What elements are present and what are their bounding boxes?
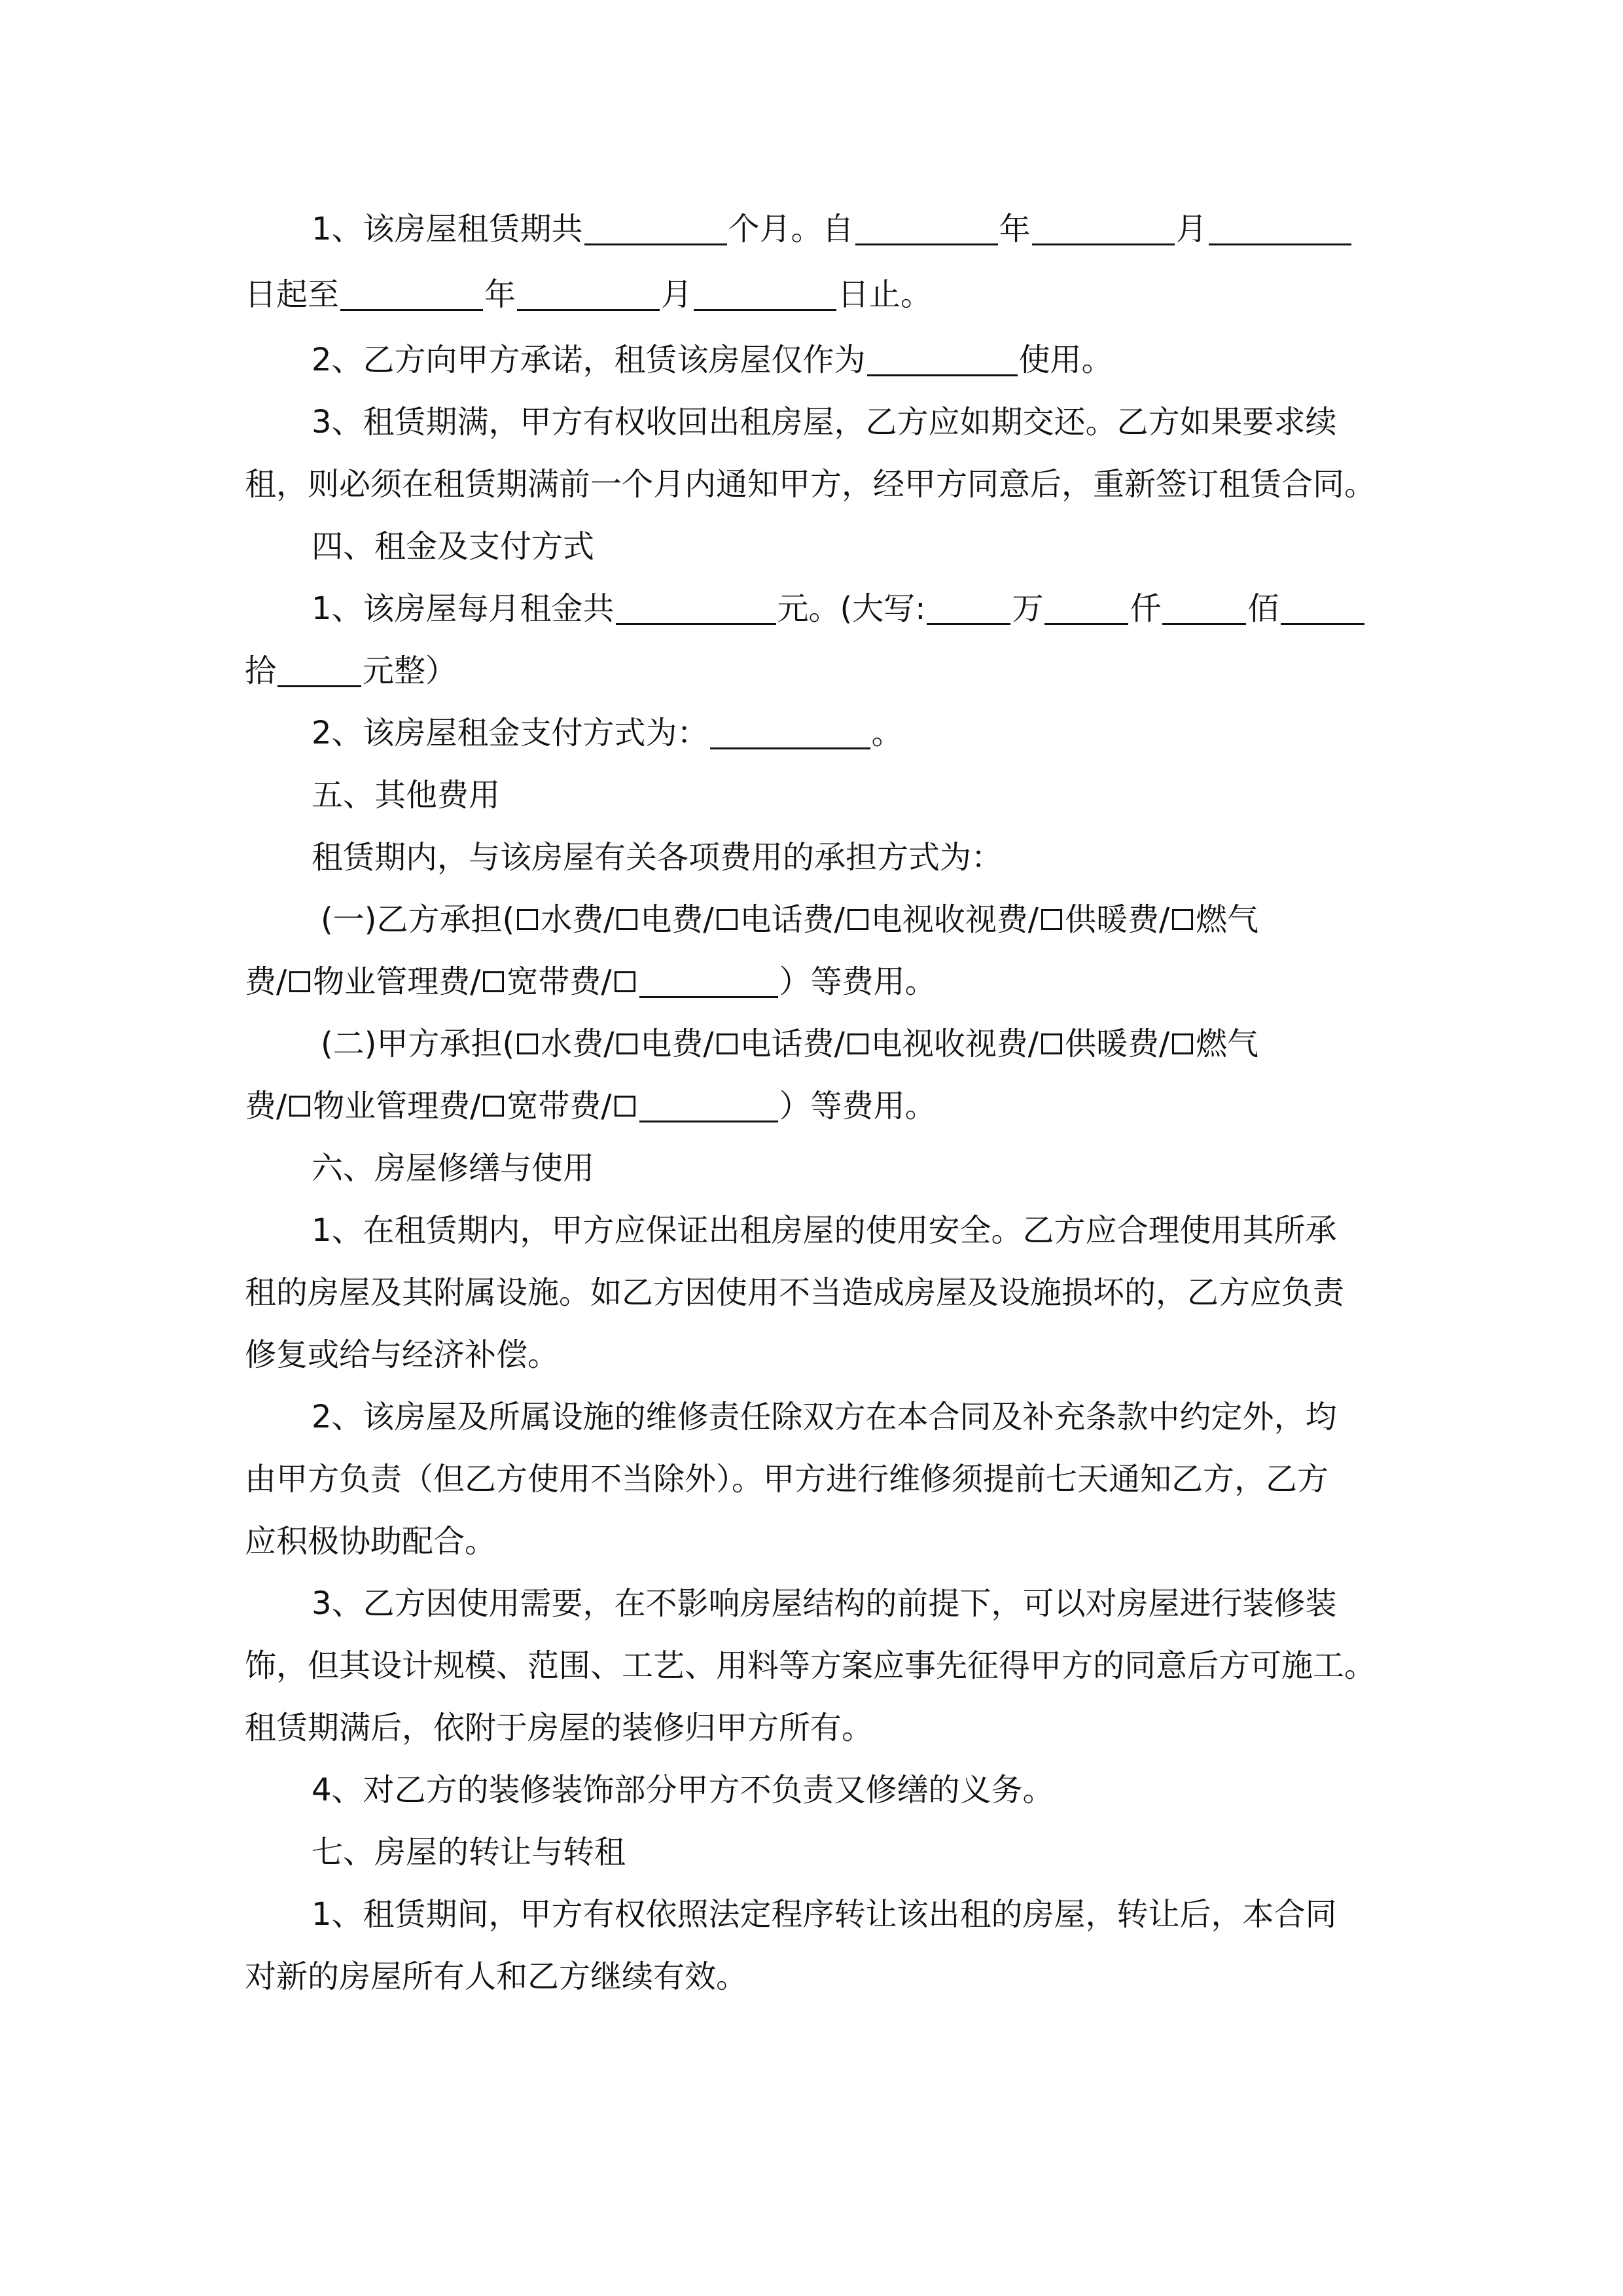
maintenance-line-3 — [245, 1509, 496, 1574]
end-day-label: 日止。 — [838, 276, 933, 313]
fees-intro-line — [312, 825, 1003, 890]
landlord-phone-label: 电话费/ — [740, 1026, 845, 1062]
landlord-broadband-label: 宽带费/ — [507, 1088, 612, 1124]
end-day-blank[interactable] — [694, 279, 836, 311]
tenant-water-checkbox[interactable] — [517, 909, 538, 930]
rent-wan-blank[interactable] — [927, 593, 1010, 625]
renewal-text-1: 3、租赁期满，甲方有权收回出租房屋，乙方应如期交还。乙方如果要求续 — [312, 404, 1337, 440]
rent-bai-label: 佰 — [1247, 590, 1279, 627]
landlord-fees-line-2 — [245, 1073, 936, 1139]
section-title-repair: 六、房屋修缮与使用 — [312, 1150, 595, 1187]
term-line-1 — [312, 196, 1353, 262]
tenant-broadband-checkbox[interactable] — [483, 971, 504, 992]
term-months-blank[interactable] — [584, 213, 727, 245]
landlord-fees-end: ）等费用。 — [779, 1088, 936, 1124]
transfer-text-2: 对新的房屋所有人和乙方继续有效。 — [245, 1958, 748, 1995]
start-year-label: 年 — [999, 211, 1031, 247]
landlord-gas-label-end: 费/ — [245, 1088, 287, 1124]
decoration-liability-line — [312, 1757, 1054, 1823]
tenant-tv-label: 电视收视费/ — [870, 901, 1039, 938]
tenant-phone-label: 电话费/ — [740, 901, 845, 938]
section-title-rent: 四、租金及支付方式 — [312, 528, 595, 565]
tenant-tv-checkbox[interactable] — [847, 909, 868, 930]
landlord-fees-line-1 — [321, 1011, 1258, 1077]
rent-uppercase-label: 元。(大写: — [777, 590, 926, 627]
decoration-text-2: 饰，但其设计规模、范围、工艺、用料等方案应事先征得甲方的同意后方可施工。 — [245, 1647, 1376, 1684]
landlord-gas-label: 燃气 — [1196, 1026, 1259, 1062]
repair-text-1: 1、在租赁期内，甲方应保证出租房屋的使用安全。乙方应合理使用其所承 — [312, 1212, 1337, 1249]
tenant-electricity-label: 电费/ — [640, 901, 714, 938]
landlord-heating-label: 供暖费/ — [1064, 1026, 1170, 1062]
tenant-water-label: 水费/ — [541, 901, 615, 938]
landlord-phone-checkbox[interactable] — [717, 1033, 738, 1054]
term-from-label: 个月。自 — [728, 211, 854, 247]
start-month-blank[interactable] — [1032, 213, 1175, 245]
landlord-water-label: 水费/ — [541, 1026, 615, 1062]
end-month-blank[interactable] — [517, 279, 660, 311]
rent-line-1 — [312, 576, 1366, 641]
renewal-text-2: 租，则必须在租赁期满前一个月内通知甲方，经甲方同意后，重新签订租赁合同。 — [245, 466, 1376, 503]
rent-yuan-label: 元整） — [363, 653, 457, 689]
use-purpose-blank[interactable] — [867, 344, 1018, 376]
tenant-property-mgmt-checkbox[interactable] — [289, 971, 310, 992]
landlord-property-mgmt-checkbox[interactable] — [289, 1096, 310, 1117]
repair-line-3 — [245, 1322, 559, 1388]
tenant-heating-label: 供暖费/ — [1064, 901, 1170, 938]
term-clause-start: 1、该房屋租赁期共 — [312, 211, 583, 247]
start-day-label: 日起至 — [245, 276, 340, 313]
decoration-text-1: 3、乙方因使用需要，在不影响房屋结构的前提下，可以对房屋进行装修装 — [312, 1585, 1337, 1622]
repair-line-2 — [245, 1260, 1344, 1325]
rent-line-2 — [245, 638, 457, 704]
rent-shi-blank[interactable] — [1281, 593, 1364, 625]
tenant-fees-line-1 — [321, 887, 1258, 952]
tenant-gas-checkbox[interactable] — [1172, 909, 1193, 930]
section-title-fees: 五、其他费用 — [312, 777, 501, 814]
use-line — [312, 327, 1113, 393]
transfer-line-1 — [312, 1882, 1337, 1947]
decoration-liability-text: 4、对乙方的装修装饰部分甲方不负责又修缮的义务。 — [312, 1772, 1054, 1808]
decoration-line-2 — [245, 1633, 1376, 1698]
renewal-line-2 — [245, 452, 1376, 517]
tenant-phone-checkbox[interactable] — [717, 909, 738, 930]
tenant-other-blank[interactable] — [639, 966, 778, 998]
landlord-fees-label: (二)甲方承担( — [321, 1026, 515, 1062]
tenant-property-mgmt-label: 物业管理费/ — [313, 963, 481, 1000]
landlord-water-checkbox[interactable] — [517, 1033, 538, 1054]
start-year-blank[interactable] — [855, 213, 998, 245]
monthly-rent-blank[interactable] — [616, 593, 776, 625]
decoration-text-3: 租赁期满后，依附于房屋的装修归甲方所有。 — [245, 1710, 874, 1746]
section-title-transfer: 七、房屋的转让与转租 — [312, 1834, 626, 1871]
end-month-label: 月 — [661, 276, 693, 313]
landlord-heating-checkbox[interactable] — [1041, 1033, 1062, 1054]
landlord-gas-checkbox[interactable] — [1172, 1033, 1193, 1054]
payment-clause: 2、该房屋租金支付方式为： — [312, 715, 709, 751]
landlord-other-blank[interactable] — [639, 1090, 778, 1122]
landlord-electricity-label: 电费/ — [640, 1026, 714, 1062]
renewal-line-1 — [312, 389, 1337, 455]
use-clause-end: 使用。 — [1018, 342, 1113, 378]
landlord-other-checkbox[interactable] — [615, 1096, 635, 1117]
maintenance-text-2: 由甲方负责（但乙方使用不当除外）。甲方进行维修须提前七天通知乙方，乙方 — [245, 1461, 1329, 1498]
rent-clause: 1、该房屋每月租金共 — [312, 590, 615, 627]
tenant-broadband-label: 宽带费/ — [507, 963, 612, 1000]
decoration-line-1 — [312, 1571, 1337, 1636]
landlord-electricity-checkbox[interactable] — [616, 1033, 637, 1054]
maintenance-line-1 — [312, 1384, 1337, 1450]
fees-intro: 租赁期内，与该房屋有关各项费用的承担方式为： — [312, 839, 1003, 876]
end-year-blank[interactable] — [340, 279, 483, 311]
rent-wan-label: 万 — [1012, 590, 1044, 627]
payment-clause-end: 。 — [871, 715, 903, 751]
tenant-fees-label: (一)乙方承担( — [321, 901, 515, 938]
end-year-label: 年 — [484, 276, 516, 313]
section-heading-transfer — [312, 1820, 626, 1885]
rent-qian-label: 仟 — [1130, 590, 1162, 627]
repair-text-3: 修复或给与经济补偿。 — [245, 1336, 560, 1373]
landlord-tv-label: 电视收视费/ — [870, 1026, 1039, 1062]
tenant-gas-label-end: 费/ — [245, 963, 287, 1000]
landlord-tv-checkbox[interactable] — [847, 1033, 868, 1054]
maintenance-line-2 — [245, 1446, 1329, 1512]
repair-text-2: 租的房屋及其附属设施。如乙方因使用不当造成房屋及设施损坏的，乙方应负责 — [245, 1274, 1345, 1311]
start-day-blank[interactable] — [1209, 213, 1351, 245]
landlord-broadband-checkbox[interactable] — [483, 1096, 504, 1117]
rent-yuan-blank[interactable] — [277, 655, 361, 687]
maintenance-text-3: 应积极协助配合。 — [245, 1523, 497, 1560]
tenant-fees-end: ）等费用。 — [779, 963, 936, 1000]
payment-method-blank[interactable] — [710, 717, 870, 749]
tenant-gas-label: 燃气 — [1196, 901, 1259, 938]
repair-line-1 — [312, 1198, 1337, 1263]
maintenance-text-1: 2、该房屋及所属设施的维修责任除双方在本合同及补充条款中约定外，均 — [312, 1399, 1337, 1435]
payment-line — [312, 700, 903, 766]
tenant-other-checkbox[interactable] — [615, 971, 635, 992]
start-month-label: 月 — [1175, 211, 1207, 247]
rent-shi-label: 拾 — [245, 653, 277, 689]
decoration-line-3 — [245, 1695, 873, 1761]
tenant-electricity-checkbox[interactable] — [616, 909, 637, 930]
tenant-heating-checkbox[interactable] — [1041, 909, 1062, 930]
rent-bai-blank[interactable] — [1162, 593, 1246, 625]
transfer-line-2 — [245, 1944, 747, 2009]
rent-qian-blank[interactable] — [1044, 593, 1128, 625]
tenant-fees-line-2 — [245, 949, 936, 1014]
section-heading-fees — [312, 762, 500, 828]
use-clause: 2、乙方向甲方承诺，租赁该房屋仅作为 — [312, 342, 866, 378]
section-heading-repair — [312, 1136, 594, 1201]
transfer-text-1: 1、租赁期间，甲方有权依照法定程序转让该出租的房屋，转让后，本合同 — [312, 1896, 1337, 1933]
term-line-2 — [245, 262, 932, 327]
section-heading-rent — [312, 514, 594, 579]
landlord-property-mgmt-label: 物业管理费/ — [313, 1088, 481, 1124]
